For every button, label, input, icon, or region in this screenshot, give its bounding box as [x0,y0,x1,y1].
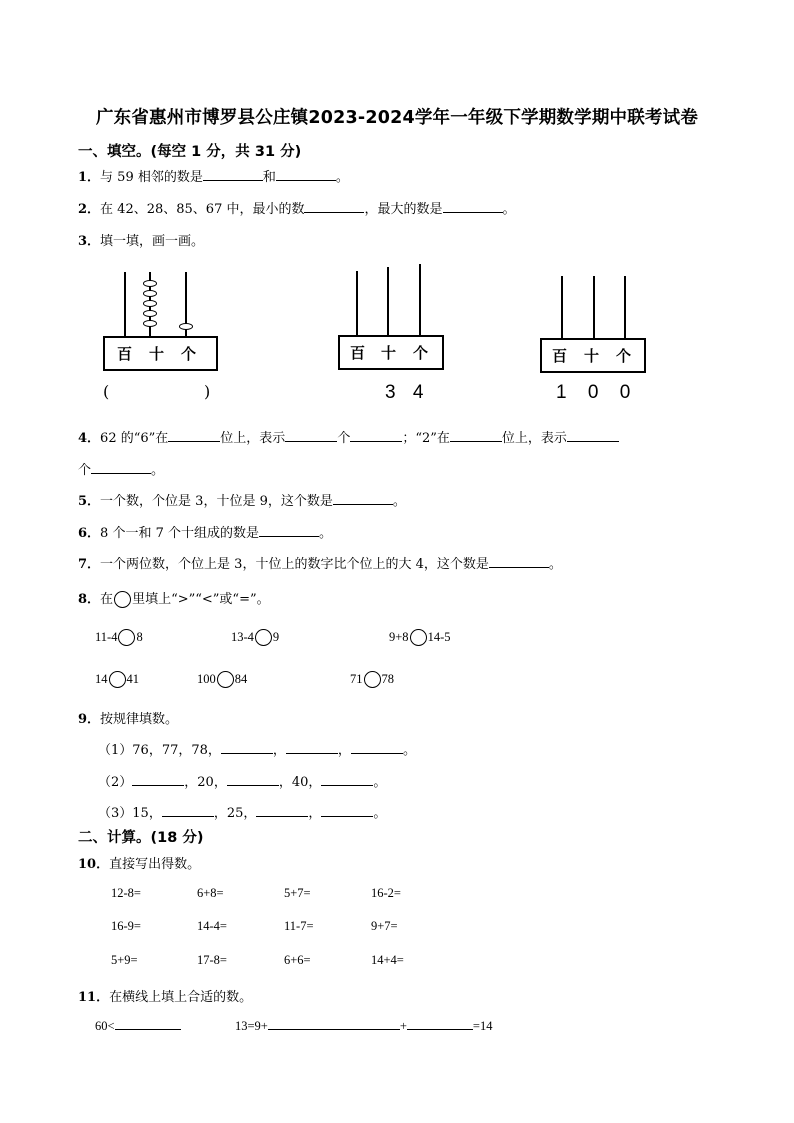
compare-item [350,671,394,688]
left-expr: 13-4 [231,630,254,644]
abacus-rod-hundreds [561,276,563,340]
question-text: 一个数，个位是 3，十位是 9，这个数是 [100,494,333,509]
answer-blank[interactable] [221,741,273,754]
question-text: 。 [151,463,165,478]
answer-blank[interactable] [443,200,503,213]
left-expr: 71 [350,672,363,686]
label-ones: 个 [181,345,197,363]
sequence-text: ， [272,743,286,758]
compare-item [95,671,139,688]
answer-blank[interactable] [203,168,263,181]
question-2 [78,198,516,217]
question-text: 。 [335,170,349,185]
question-text: ，最大的数是 [364,202,443,217]
question-number: 1． [78,170,101,185]
question-number: 9． [78,712,101,727]
abacus-frame [338,335,444,370]
calc-item[interactable]: 16-9= [111,919,141,933]
sequence-text: ，20， [184,775,227,790]
abacus-frame [103,336,218,371]
answer-blank[interactable] [168,429,220,442]
calc-item[interactable]: 6+8= [197,886,224,900]
right-expr: 9 [272,630,280,644]
calc-item[interactable]: 9+7= [371,919,398,933]
label-ones: 个 [616,347,632,365]
question-number: 6． [78,526,101,541]
question-number: 7． [78,557,101,572]
sequence-text: ， [308,806,322,821]
answer-blank[interactable] [321,773,373,786]
right-expr: 41 [126,672,139,686]
abacus-rod-tens [593,276,595,340]
label-hundreds: 百 [552,347,568,365]
answer-blank[interactable] [132,773,184,786]
abacus-bead [143,290,157,297]
abacus-2 [338,264,448,370]
left-expr: 11-4 [95,630,118,644]
sequence-text: 。 [373,806,387,821]
calc-item[interactable]: 14+4= [371,953,404,967]
calc-item[interactable]: 14-4= [197,919,227,933]
abacus-rod-tens [387,267,389,337]
page-title: 广东省惠州市博罗县公庄镇2023-2024学年一年级下学期数学期中联考试卷 [95,108,699,128]
compare-circle[interactable] [109,671,126,688]
question-number: 3． [78,234,101,249]
question-number: 8． [78,592,101,607]
question-text: 里填上“>”“<”或“=”。 [132,592,270,607]
question-text: 62 的“6”在 [100,431,169,446]
sequence-text: 。 [373,775,387,790]
abacus-3-value: 1 0 0 [556,382,639,403]
question-text: 在 [100,592,114,607]
answer-paren-close[interactable]: ) [204,382,211,401]
question-text: 直接写出得数。 [109,857,201,872]
question-4 [78,427,619,446]
answer-paren-open: ( [103,382,110,401]
right-expr: 84 [234,672,248,686]
answer-blank[interactable] [286,741,338,754]
question-9-sub-2 [98,771,386,790]
sequence-text: （2） [98,775,133,790]
right-expr: 14-5 [427,630,451,644]
answer-blank[interactable] [256,804,308,817]
expr-text: =14 [472,1019,493,1033]
answer-blank[interactable] [450,429,502,442]
label-hundreds: 百 [117,345,133,363]
question-5 [78,490,406,509]
question-6 [78,522,332,541]
question-text: 位上，表示 [501,431,567,446]
question-number: 5． [78,494,101,509]
answer-blank[interactable] [489,555,549,568]
abacus-rod-ones [624,276,626,340]
answer-blank[interactable] [276,168,336,181]
question-text: ；“2”在 [402,431,450,446]
question-number: 11． [78,990,110,1005]
abacus-bead [179,323,193,330]
abacus-bead [143,280,157,287]
abacus-rod-hundreds [356,271,358,337]
question-text: 。 [502,202,516,217]
calc-item[interactable]: 17-8= [197,953,227,967]
compare-item [389,629,450,646]
answer-blank[interactable] [227,773,279,786]
question-text: 。 [392,494,406,509]
abacus-frame [540,338,646,373]
answer-blank[interactable] [407,1017,473,1030]
answer-blank[interactable] [304,200,364,213]
question-7 [78,553,562,572]
question-10 [78,853,200,872]
calc-item[interactable]: 16-2= [371,886,401,900]
abacus-2-value: 3 4 [385,382,430,403]
right-expr: 8 [136,630,143,644]
answer-blank[interactable] [115,1017,181,1030]
answer-blank[interactable] [321,804,373,817]
sequence-text: ， [337,743,351,758]
abacus-rod-hundreds [124,272,126,338]
question-number: 4． [78,431,101,446]
section-2-heading: 二、计算。(18 分) [78,830,204,846]
abacus-3 [540,272,650,372]
question-11 [78,986,252,1005]
sequence-text: （3）15， [98,806,162,821]
question-number: 10． [78,857,110,872]
question-3 [78,230,204,249]
answer-blank[interactable] [268,1017,400,1030]
label-tens: 十 [149,345,165,363]
answer-blank[interactable] [350,429,402,442]
expr-text: 60< [95,1019,115,1033]
compare-item [197,671,247,688]
answer-blank[interactable] [259,524,319,537]
label-tens: 十 [584,347,600,365]
compare-circle[interactable] [217,671,234,688]
calc-item[interactable]: 11-7= [284,919,314,933]
answer-blank[interactable] [333,492,393,505]
question-8 [78,588,270,608]
answer-blank[interactable] [285,429,337,442]
answer-blank[interactable] [567,429,619,442]
left-expr: 14 [95,672,108,686]
question-text: 位上，表示 [220,431,286,446]
question-4-continued [78,459,164,478]
calc-item[interactable]: 12-8= [111,886,141,900]
circle-symbol [114,591,131,608]
question-text: 。 [319,526,333,541]
question-text: 与 59 相邻的数是 [100,170,203,185]
question-text: 按规律填数。 [100,712,179,727]
left-expr: 9+8 [389,630,409,644]
abacus-bead [143,310,157,317]
sequence-text: ，40， [278,775,322,790]
answer-blank[interactable] [91,461,151,474]
compare-circle[interactable] [410,629,427,646]
sequence-text: ，25， [213,806,257,821]
calc-item[interactable]: 6+6= [284,953,311,967]
question-text: 个 [78,463,92,478]
expr-text: 13=9+ [235,1019,268,1033]
label-tens: 十 [381,344,397,362]
question-9 [78,708,178,727]
compare-circle[interactable] [118,629,135,646]
calc-item[interactable]: 5+9= [111,953,138,967]
fill-item [235,1017,492,1034]
question-1 [78,166,349,185]
label-hundreds: 百 [350,344,366,362]
sequence-text: 。 [402,743,416,758]
fill-item [95,1017,181,1034]
abacus-rod-ones [419,264,421,337]
question-text: 在 42、28、85、67 中，最小的数 [100,202,305,217]
compare-item [231,629,279,646]
question-number: 2． [78,202,101,217]
question-text: 个 [337,431,351,446]
question-text: 8 个一和 7 个十组成的数是 [100,526,259,541]
question-text: 一个两位数，个位上是 3，十位上的数字比个位上的大 4，这个数是 [100,557,489,572]
calc-item[interactable]: 5+7= [284,886,311,900]
section-1-heading: 一、填空。(每空 1 分，共 31 分) [78,144,302,160]
abacus-bead [143,300,157,307]
expr-text: + [399,1019,407,1033]
question-9-sub-1 [98,739,416,758]
question-text: 在横线上填上合适的数。 [109,990,253,1005]
question-text: 。 [548,557,562,572]
question-text: 和 [262,170,276,185]
compare-circle[interactable] [364,671,381,688]
left-expr: 100 [197,672,216,686]
answer-blank[interactable] [351,741,403,754]
question-text: 填一填，画一画。 [100,234,205,249]
abacus-bead [143,320,157,327]
sequence-text: （1）76，77，78， [98,743,221,758]
compare-item [95,629,143,646]
right-expr: 78 [381,672,394,686]
compare-circle[interactable] [255,629,272,646]
question-9-sub-3 [98,802,386,821]
abacus-1 [103,270,218,370]
answer-blank[interactable] [162,804,214,817]
label-ones: 个 [413,344,429,362]
